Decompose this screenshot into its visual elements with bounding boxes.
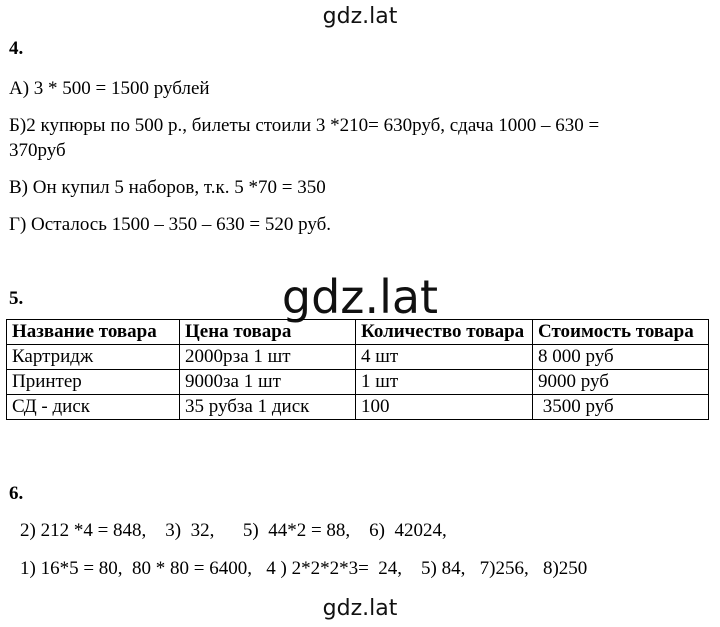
table-cell: 35 рубза 1 диск [180,395,356,420]
table-cell: СД - диск [7,395,180,420]
table-cell: Принтер [7,370,180,395]
task-4-line-g: Г) Осталось 1500 – 350 – 630 = 520 руб. [9,214,332,235]
table-cell: 9000за 1 шт [180,370,356,395]
task-4-line-a: А) 3 * 500 = 1500 рублей [9,78,210,99]
task-6-line-2: 1) 16*5 = 80, 80 * 80 = 6400, 4 ) 2*2*2*3= 24, 5) 84, 7)256, 8)250 [20,558,588,579]
watermark-middle: gdz.lat [281,270,439,324]
task-5-number: 5. [9,288,24,309]
table-cell: Картридж [7,345,180,370]
watermark-top: gdz.lat [322,4,398,29]
table-cell: 3500 руб [533,395,709,420]
task-6-line-1: 2) 212 *4 = 848, 3) 32, 5) 44*2 = 88, 6) 42024, [20,520,447,541]
watermark-bottom: gdz.lat [322,596,398,621]
table-row [7,395,709,420]
table-cell: 4 шт [356,345,533,370]
table-cell: 100 [356,395,533,420]
table-row [7,370,709,395]
task-4-number: 4. [9,38,24,59]
header-price: Цена товара [180,320,356,345]
table-header-row [7,320,709,345]
header-quantity: Количество товара [356,320,533,345]
table-row [7,345,709,370]
table-cell: 9000 руб [533,370,709,395]
goods-table [6,319,709,420]
header-product-name: Название товара [7,320,180,345]
table-cell: 8 000 руб [533,345,709,370]
task-4-line-v: В) Он купил 5 наборов, т.к. 5 *70 = 350 [9,177,326,198]
table-cell: 1 шт [356,370,533,395]
table-cell: 2000рза 1 шт [180,345,356,370]
task-4-line-b: Б)2 купюры по 500 р., билеты стоили 3 *210= 630руб, сдача 1000 – 630 = [9,115,600,136]
header-cost: Стоимость товара [533,320,709,345]
task-6-number: 6. [9,483,24,504]
task-4-line-b-cont: 370руб [9,140,66,161]
